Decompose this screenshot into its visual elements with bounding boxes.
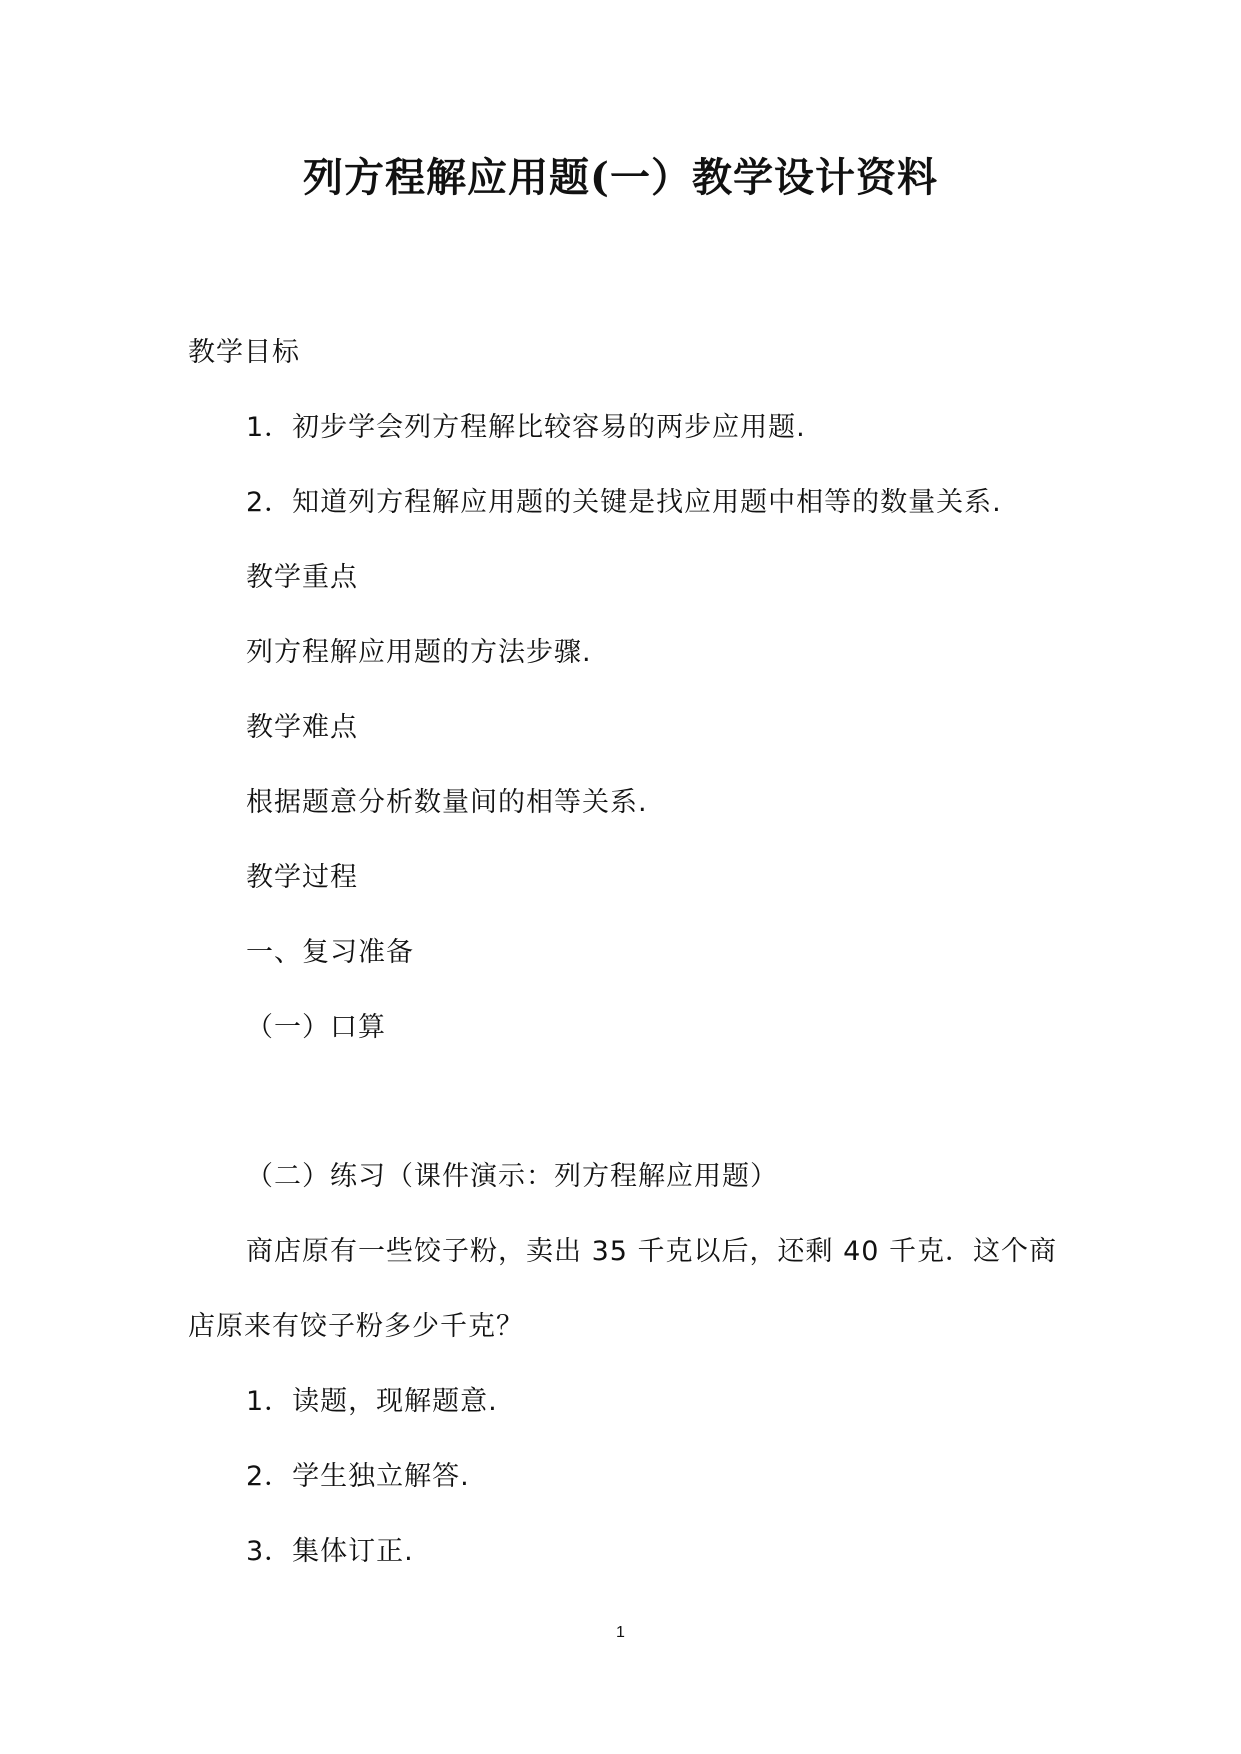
step-item-3: 3．集体订正.	[246, 1536, 414, 1567]
teaching-difficulty-text: 根据题意分析数量间的相等关系.	[246, 787, 648, 818]
problem-text-line-2: 店原来有饺子粉多少千克？	[188, 1311, 524, 1342]
subsection-practice: （二）练习（课件演示：列方程解应用题）	[246, 1161, 778, 1192]
objective-item-1: 1．初步学会列方程解比较容易的两步应用题.	[246, 412, 806, 443]
heading-teaching-process: 教学过程	[246, 862, 358, 893]
heading-teaching-objectives: 教学目标	[188, 337, 300, 368]
step-item-1: 1．读题，现解题意.	[246, 1386, 498, 1417]
step-item-2: 2．学生独立解答.	[246, 1461, 470, 1492]
teaching-focus-text: 列方程解应用题的方法步骤.	[246, 637, 592, 668]
problem-text-line-1: 商店原有一些饺子粉，卖出 35 千克以后，还剩 40 千克．这个商	[246, 1236, 1058, 1267]
heading-teaching-focus: 教学重点	[246, 562, 358, 593]
section-review-preparation: 一、复习准备	[246, 937, 414, 968]
page-number: 1	[616, 1624, 625, 1641]
document-title: 列方程解应用题(一）教学设计资料	[303, 154, 938, 201]
subsection-mental-arithmetic: （一）口算	[246, 1012, 386, 1043]
objective-item-2: 2．知道列方程解应用题的关键是找应用题中相等的数量关系.	[246, 487, 1002, 518]
heading-teaching-difficulty: 教学难点	[246, 712, 358, 743]
